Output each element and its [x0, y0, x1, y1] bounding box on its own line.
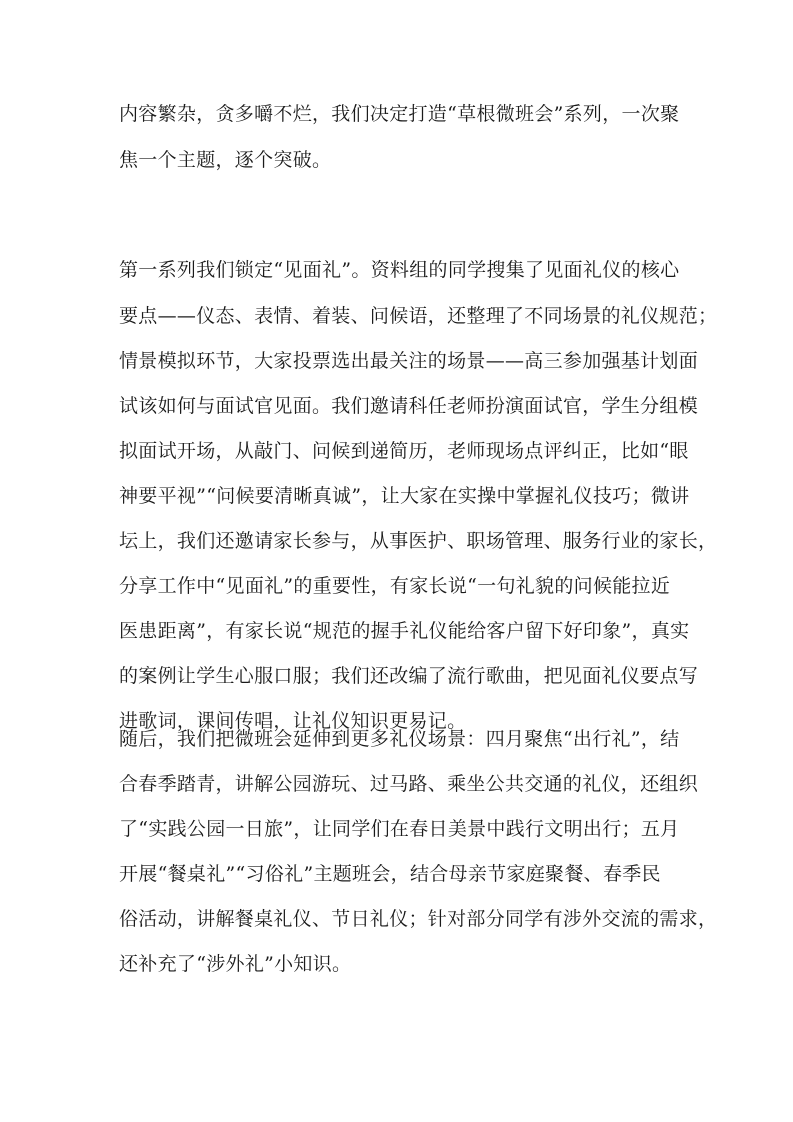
paragraph-2-line-5: 拟面试开场，从敲门、问候到递简历，老师现场点评纠正，比如“眼 — [119, 440, 689, 462]
paragraph-2-line-2: 要点——仪态、表情、着装、问候语，还整理了不同场景的礼仪规范； — [119, 305, 718, 327]
paragraph-3-line-6: 还补充了“涉外礼”小知识。 — [119, 953, 352, 975]
paragraph-2-line-7: 坛上，我们还邀请家长参与，从事医护、职场管理、服务行业的家长， — [119, 530, 718, 552]
paragraph-2-line-11: 进歌词，课间传唱，让礼仪知识更易记。 — [119, 710, 467, 732]
paragraph-3-line-5: 俗活动，讲解餐桌礼仪、节日礼仪；针对部分同学有涉外交流的需求， — [119, 908, 718, 930]
paragraph-2-line-6: 神要平视”“问候要清晰真诚”，让大家在实操中掌握礼仪技巧；微讲 — [119, 485, 690, 507]
paragraph-1-line-2: 焦一个主题，逐个突破。 — [119, 149, 332, 171]
paragraph-2-line-8: 分享工作中“见面礼”的重要性，有家长说“一句礼貌的问候能拉近 — [119, 575, 671, 597]
paragraph-1-line-1: 内容繁杂，贪多嚼不烂，我们决定打造“草根微班会”系列，一次聚 — [119, 103, 680, 125]
paragraph-2-line-4: 试该如何与面试官见面。我们邀请科任老师扮演面试官，学生分组模 — [119, 395, 699, 417]
paragraph-2-line-1: 第一系列我们锁定“见面礼”。资料组的同学搜集了见面礼仪的核心 — [119, 259, 680, 281]
paragraph-3-line-1: 随后，我们把微班会延伸到更多礼仪场景：四月聚焦“出行礼”，结 — [119, 728, 680, 750]
paragraph-3-line-2: 合春季踏青，讲解公园游玩、过马路、乘坐公共交通的礼仪，还组织 — [119, 773, 699, 795]
paragraph-2-line-3: 情景模拟环节，大家投票选出最关注的场景——高三参加强基计划面 — [119, 350, 699, 372]
paragraph-2-line-9: 医患距离”，有家长说“规范的握手礼仪能给客户留下好印象”，真实 — [119, 620, 690, 642]
paragraph-3-line-4: 开展“餐桌礼”“习俗礼”主题班会，结合母亲节家庭聚餐、春季民 — [119, 863, 661, 885]
paragraph-3-line-3: 了“实践公园一日旅”，让同学们在春日美景中践行文明出行；五月 — [119, 818, 680, 840]
paragraph-2-line-10: 的案例让学生心服口服；我们还改编了流行歌曲，把见面礼仪要点写 — [119, 665, 699, 687]
